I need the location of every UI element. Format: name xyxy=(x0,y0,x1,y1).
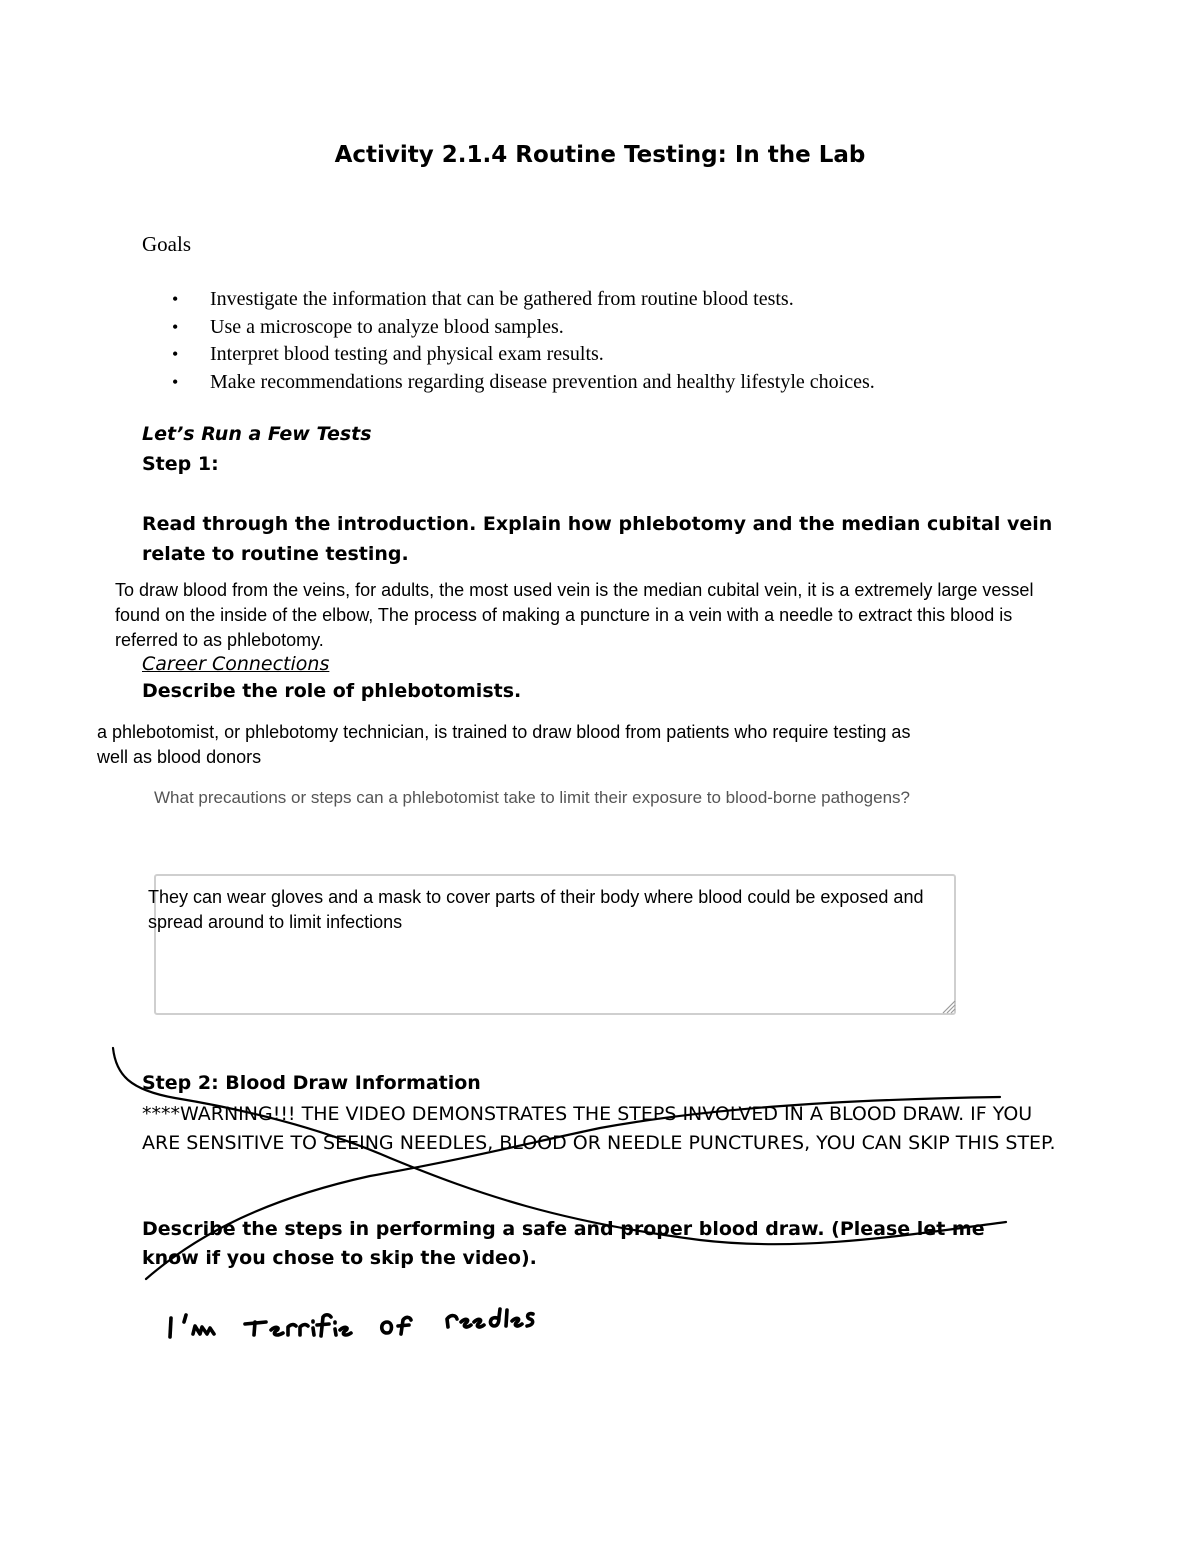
goal-item: • Use a microscope to analyze blood samples. xyxy=(172,314,875,342)
precaution-question: What precautions or steps can a phlebotomist take to limit their exposure to blood-borne pathogens? xyxy=(154,788,910,807)
resize-grip-icon xyxy=(940,998,956,1014)
goal-item: • Interpret blood testing and physical exam results. xyxy=(172,341,875,369)
step1-question: Read through the introduction. Explain how phlebotomy and the median cubital vein relate to routine testing. xyxy=(142,513,1053,565)
step2-heading: Step 2: Blood Draw Information xyxy=(142,1072,481,1094)
goal-item: • Investigate the information that can be gathered from routine blood tests. xyxy=(172,286,875,314)
career-question: Describe the role of phlebotomists. xyxy=(142,680,522,702)
step2-question: Describe the steps in performing a safe and proper blood draw. (Please let me know if you chose to skip the video). xyxy=(142,1218,985,1269)
warning-text: ****WARNING!!! THE VIDEO DEMONSTRATES THE STEPS INVOLVED IN A BLOOD DRAW. IF YOU ARE SENSITIVE TO SEEING NEEDLES, BLOOD OR NEEDLE PUNCTURES, YOU CAN SKIP THIS STEP. xyxy=(142,1103,1056,1154)
handwritten-note xyxy=(170,1309,533,1337)
page-title: Activity 2.1.4 Routine Testing: In the Lab xyxy=(334,142,866,168)
goal-item: • Make recommendations regarding disease prevention and healthy lifestyle choices. xyxy=(172,369,875,397)
precaution-answer: They can wear gloves and a mask to cover parts of their body where blood could be exposed and spread around to limit infections xyxy=(148,887,924,932)
goals-list xyxy=(172,286,875,396)
career-answer: a phlebotomist, or phlebotomy technician, is trained to draw blood from patients who require testing as well as blood donors xyxy=(97,722,911,767)
section-heading: Let’s Run a Few Tests xyxy=(142,423,372,445)
career-heading: Career Connections xyxy=(142,653,330,675)
step1-answer: To draw blood from the veins, for adults, the most used vein is the median cubital vein, it is a extremely large vessel found on the inside of the elbow, The process of making a puncture in a vein with a needle to extract this blood is referred to as phlebotomy. xyxy=(115,580,1034,650)
goals-heading: Goals xyxy=(142,232,191,256)
step1-label: Step 1: xyxy=(142,453,219,475)
